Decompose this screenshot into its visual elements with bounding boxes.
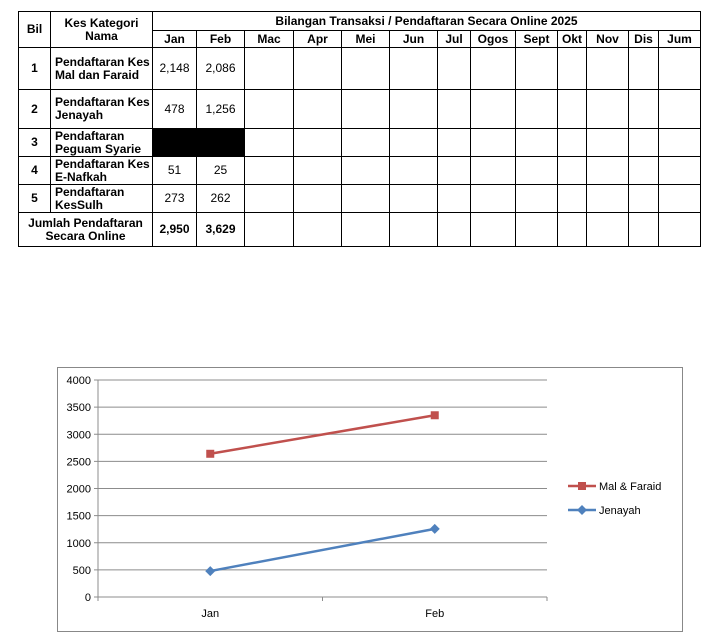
total-row [19, 213, 701, 247]
data-point [205, 566, 215, 576]
month-header: Jum [659, 31, 701, 48]
row-category: Pendaftaran Kes Jenayah [51, 90, 153, 129]
y-tick-label: 0 [84, 592, 91, 604]
month-header: Jul [438, 31, 471, 48]
header-category: Kes Kategori Nama [51, 12, 153, 48]
month-header: Jun [390, 31, 438, 48]
y-tick-label: 1000 [66, 537, 91, 550]
x-tick-label: Feb [425, 608, 445, 620]
total-jan: 2,950 [153, 213, 197, 247]
y-tick-label: 500 [72, 564, 91, 577]
y-tick-label: 2000 [66, 483, 91, 496]
redacted-cell [197, 129, 245, 157]
cell-feb: 262 [197, 185, 245, 213]
x-tick-label: Jan [201, 608, 220, 620]
row-bil: 1 [19, 48, 51, 90]
cell-jan: 478 [153, 90, 197, 129]
header-bil: Bil [19, 12, 51, 48]
y-tick-label: 3500 [66, 402, 91, 415]
series-line [210, 529, 435, 571]
table-row [19, 129, 701, 157]
line-chart [57, 367, 683, 632]
month-header: Okt [558, 31, 587, 48]
y-tick-label: 1500 [66, 510, 91, 523]
table-header-row [19, 12, 701, 31]
total-feb: 3,629 [197, 213, 245, 247]
data-point [430, 524, 440, 534]
table-row [19, 48, 701, 90]
row-category: Pendaftaran KesSulh [51, 185, 153, 213]
cell-feb: 1,256 [197, 90, 245, 129]
cell-jan: 273 [153, 185, 197, 213]
cell-feb: 25 [197, 157, 245, 185]
month-header: Jan [153, 31, 197, 48]
month-header: Sept [516, 31, 558, 48]
row-bil: 4 [19, 157, 51, 185]
y-tick-label: 2500 [66, 456, 91, 469]
month-header: Mei [342, 31, 390, 48]
chart-svg [58, 368, 682, 631]
month-header: Feb [197, 31, 245, 48]
legend-marker [577, 505, 587, 515]
month-header: Dis [629, 31, 659, 48]
y-tick-label: 4000 [66, 375, 91, 387]
row-bil: 3 [19, 129, 51, 157]
data-point [206, 450, 214, 458]
table-row [19, 185, 701, 213]
month-header: Mac [245, 31, 294, 48]
y-tick-label: 3000 [66, 429, 91, 442]
month-header: Nov [587, 31, 629, 48]
data-point [431, 411, 439, 419]
header-group: Bilangan Transaksi / Pendaftaran Secara Online 2025 [153, 12, 701, 31]
row-bil: 5 [19, 185, 51, 213]
cell-feb: 2,086 [197, 48, 245, 90]
table-row [19, 90, 701, 129]
row-category: Pendaftaran Kes Mal dan Faraid [51, 48, 153, 90]
cell-jan: 51 [153, 157, 197, 185]
month-header: Ogos [471, 31, 516, 48]
total-label: Jumlah Pendaftaran Secara Online [19, 213, 153, 247]
row-category: Pendaftaran Kes E-Nafkah [51, 157, 153, 185]
redacted-cell [153, 129, 197, 157]
cell-jan: 2,148 [153, 48, 197, 90]
legend-label: Mal & Faraid [599, 481, 662, 493]
row-bil: 2 [19, 90, 51, 129]
registration-table [18, 11, 701, 247]
legend-label: Jenayah [599, 505, 641, 517]
month-header: Apr [294, 31, 342, 48]
row-category: Pendaftaran Peguam Syarie [51, 129, 153, 157]
table-row [19, 157, 701, 185]
legend-marker [578, 482, 586, 490]
